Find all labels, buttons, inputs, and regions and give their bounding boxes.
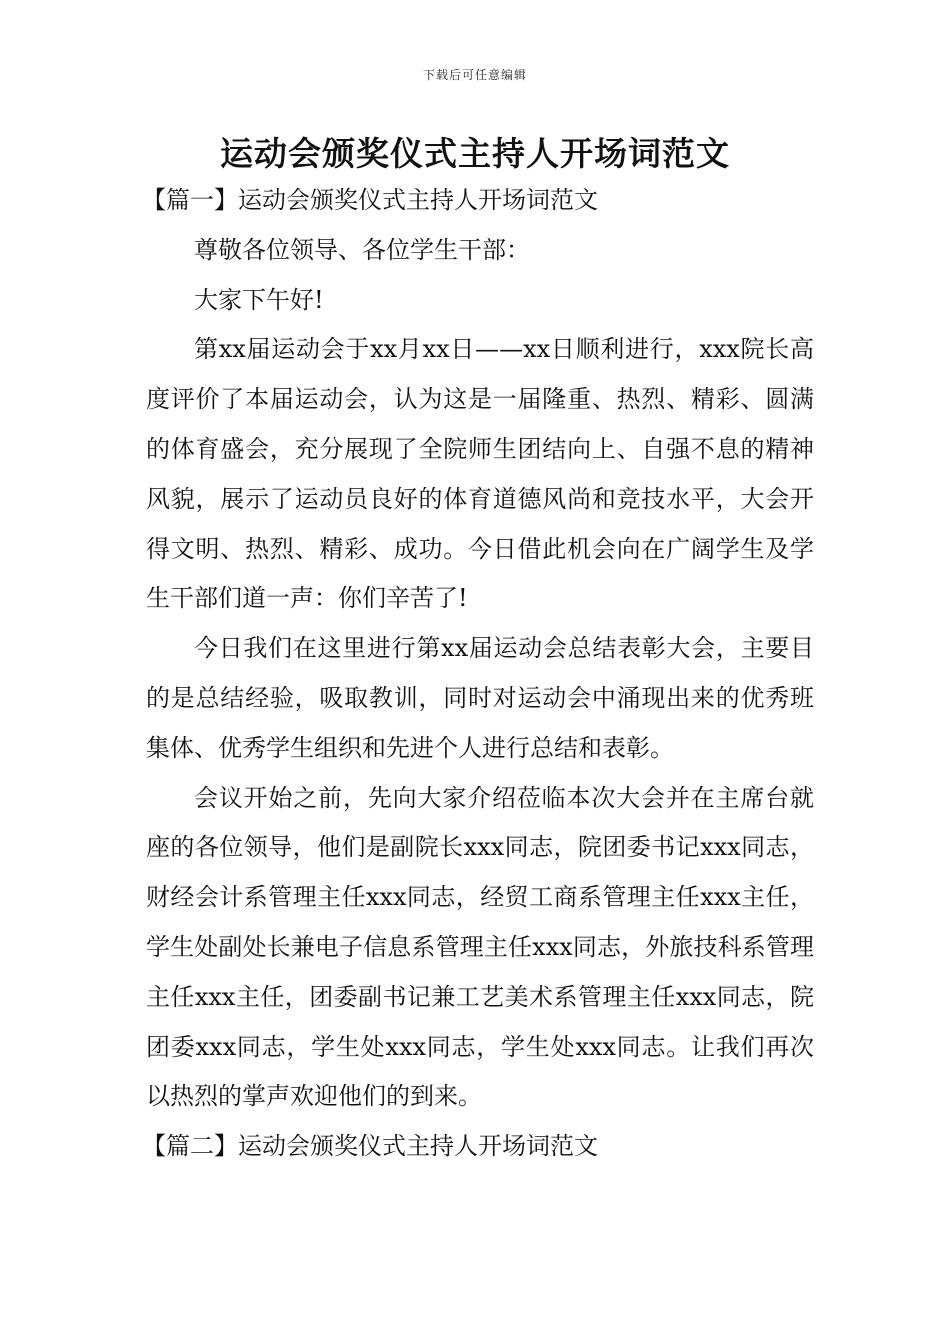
document-title: 运动会颁奖仪式主持人开场词范文 — [220, 134, 730, 173]
paragraph-salutation: 尊敬各位领导、各位学生干部： — [194, 235, 530, 264]
paragraph-greeting: 大家下午好! — [194, 285, 324, 314]
section-heading-1: 【篇一】运动会颁奖仪式主持人开场词范文 — [142, 186, 598, 214]
paragraph-introductions: 会议开始之前，先向大家介绍莅临本次大会并在主席台就座的各位领导，他们是副院长xxx同志，院团委书记xxx同志，财经会计系管理主任xxx同志，经贸工商系管理主任xxx主任，学生处副处长兼电子信息系管理主任xxx同志，外旅技科系管理主任xxx主任，团委副书记兼工艺美术系管理主任xxx同志，院团委xxx同志，学生处xxx同志，学生处xxx同志。让我们再次以热烈的掌声欢迎他们的到来。 — [146, 783, 814, 1111]
section-heading-2: 【篇二】运动会颁奖仪式主持人开场词范文 — [142, 1132, 598, 1161]
header-note: 下载后可任意编辑 — [422, 68, 527, 82]
document-body — [142, 176, 814, 1172]
paragraph-purpose: 今日我们在这里进行第xx届运动会总结表彰大会，主要目的是总结经验，吸取教训，同时对运动会中涌现出来的优秀班集体、优秀学生组织和先进个人进行总结和表彰。 — [146, 634, 814, 762]
paragraph-review: 第xx届运动会于xx月xx日——xx日顺利进行，xxx院长高度评价了本届运动会，认为这是一届隆重、热烈、精彩、圆满的体育盛会，充分展现了全院师生团结向上、自强不息的精神风貌，展示了运动员良好的体育道德风尚和竞技水平，大会开得文明、热烈、精彩、成功。今日借此机会向在广阔学生及学生干部们道一声：你们辛苦了! — [146, 335, 814, 613]
